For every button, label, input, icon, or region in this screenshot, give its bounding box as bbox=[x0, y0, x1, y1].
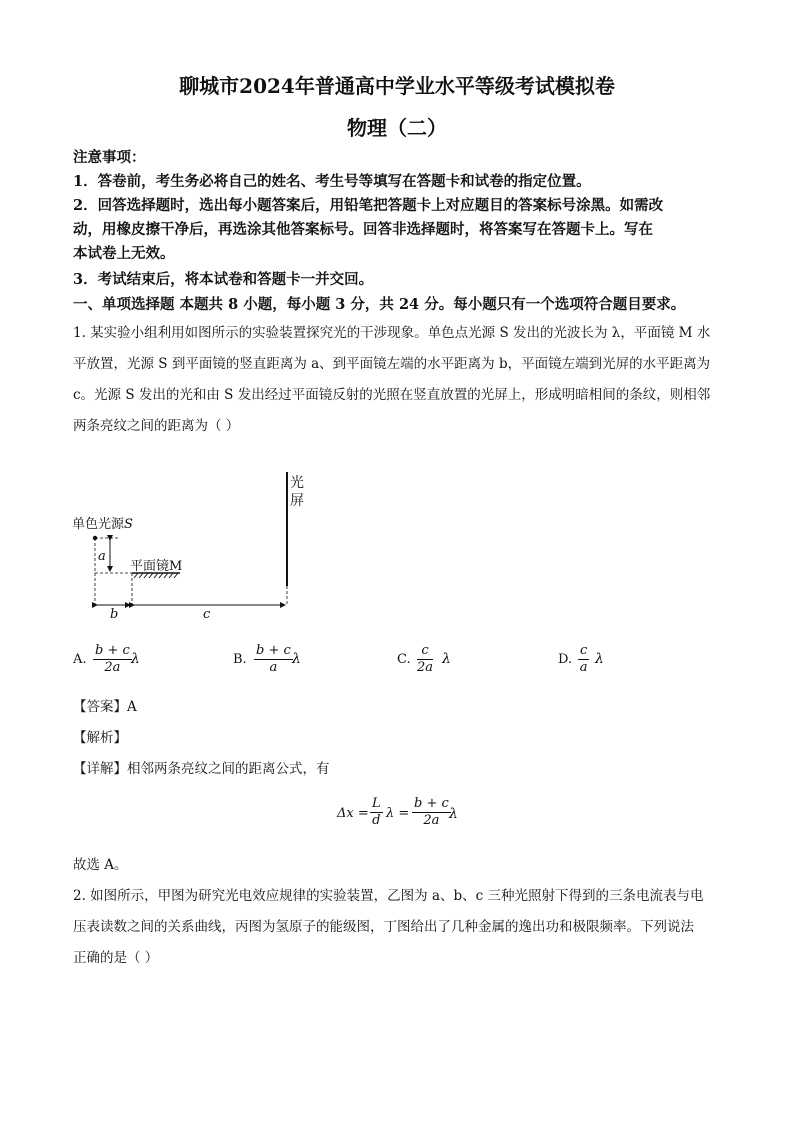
formula-lhs: Δx = bbox=[337, 806, 369, 821]
option-d-denominator: a bbox=[579, 660, 588, 675]
option-c-denominator: 2a bbox=[417, 660, 434, 675]
section-1-heading: 一、单项选择题 本题共 8 小题，每小题 3 分，共 24 分。每小题只有一个选项符合题目要求。 bbox=[73, 296, 686, 313]
q1-figure bbox=[60, 460, 320, 630]
formula-fraction-2 bbox=[412, 796, 451, 829]
dim-c-label: c bbox=[203, 607, 211, 622]
q1-line-4: 两条亮纹之间的距离为（ ） bbox=[73, 418, 240, 434]
option-d-fraction bbox=[578, 643, 589, 676]
dim-a-label: a bbox=[98, 549, 106, 564]
source-label: 单色光源S bbox=[72, 517, 133, 532]
option-a-numerator: b + c bbox=[95, 643, 130, 658]
q2-line-1: 2. 如图所示，甲图为研究光电效应规律的实验装置，乙图为 a、b、c 三种光照射下得到的三条电流表与电 bbox=[73, 888, 704, 904]
mirror-label: 平面镜M bbox=[130, 559, 183, 574]
formula-f1-numerator: L bbox=[372, 796, 381, 811]
q1-line-1: 1. 某实验小组利用如图所示的实验装置探究光的干涉现象。单色点光源 S 发出的光波长为 λ，平面镜 M 水 bbox=[73, 325, 711, 341]
notice-heading: 注意事项： bbox=[73, 149, 146, 166]
option-b-letter: B. bbox=[233, 652, 247, 667]
option-d-numerator: c bbox=[580, 643, 588, 658]
option-c-letter: C. bbox=[397, 652, 411, 667]
notice-item-2-line-1: 2．回答选择题时，选出每小题答案后，用铅笔把答题卡上对应题目的答案标号涂黑。如需改 bbox=[73, 197, 664, 214]
notice-item-1: 1．答卷前，考生务必将自己的姓名、考生号等填写在答题卡和试卷的指定位置。 bbox=[73, 173, 591, 190]
q2-line-3: 正确的是（ ） bbox=[73, 950, 159, 966]
q1-answer: 【答案】A bbox=[73, 699, 137, 715]
q2-line-2: 压表读数之间的关系曲线，丙图为氢原子的能级图，丁图给出了几种金属的逸出功和极限频率。下列说法 bbox=[73, 919, 694, 935]
q1-line-3: c。光源 S 发出的光和由 S 发出经过平面镜反射的光照在竖直放置的光屏上，形成明暗相间的条纹，则相邻 bbox=[73, 387, 711, 403]
screen-label-1: 光 bbox=[290, 475, 304, 491]
option-d-letter: D. bbox=[558, 652, 573, 667]
option-a-fraction bbox=[93, 643, 132, 676]
notice-item-2-line-2: 动，用橡皮擦干净后，再选涂其他答案标号。回答非选择题时，将答案写在答题卡上。写在 bbox=[73, 221, 653, 238]
q1-detail: 【详解】相邻两条亮纹之间的距离公式，有 bbox=[73, 761, 330, 777]
notice-item-3: 3．考试结束后，将本试卷和答题卡一并交回。 bbox=[73, 271, 374, 288]
formula-rhs: λ bbox=[449, 806, 458, 822]
formula-middle: λ = bbox=[386, 806, 410, 821]
option-a-lambda: λ bbox=[131, 651, 140, 667]
formula-f2-denominator: 2a bbox=[423, 813, 440, 828]
q1-conclusion: 故选 A。 bbox=[73, 857, 128, 873]
option-b-lambda: λ bbox=[292, 651, 301, 667]
option-b-fraction bbox=[254, 643, 293, 676]
option-b-numerator: b + c bbox=[256, 643, 291, 658]
q1-line-2: 平放置，光源 S 到平面镜的竖直距离为 a、到平面镜左端的水平距离为 b，平面镜左端到光屏的水平距离为 bbox=[73, 356, 711, 372]
screen-label-2: 屏 bbox=[290, 493, 304, 509]
option-b-denominator: a bbox=[269, 660, 278, 675]
dim-b-label: b bbox=[110, 607, 119, 622]
option-c-lambda: λ bbox=[442, 651, 451, 667]
option-c-fraction bbox=[417, 643, 433, 676]
q1-analysis-heading: 【解析】 bbox=[73, 730, 127, 746]
notice-item-2-line-3: 本试卷上无效。 bbox=[73, 245, 175, 262]
formula-f1-denominator: d bbox=[372, 813, 381, 828]
option-a-letter: A. bbox=[73, 652, 87, 667]
option-c-numerator: c bbox=[417, 643, 433, 660]
formula-f2-numerator: b + c bbox=[414, 796, 449, 811]
page-subtitle: 物理（二） bbox=[347, 116, 447, 140]
page-title: 聊城市2024年普通高中学业水平等级考试模拟卷 bbox=[179, 74, 615, 98]
formula-fraction-1 bbox=[370, 796, 383, 829]
option-d-lambda: λ bbox=[595, 651, 604, 667]
option-a-denominator: 2a bbox=[104, 660, 121, 675]
